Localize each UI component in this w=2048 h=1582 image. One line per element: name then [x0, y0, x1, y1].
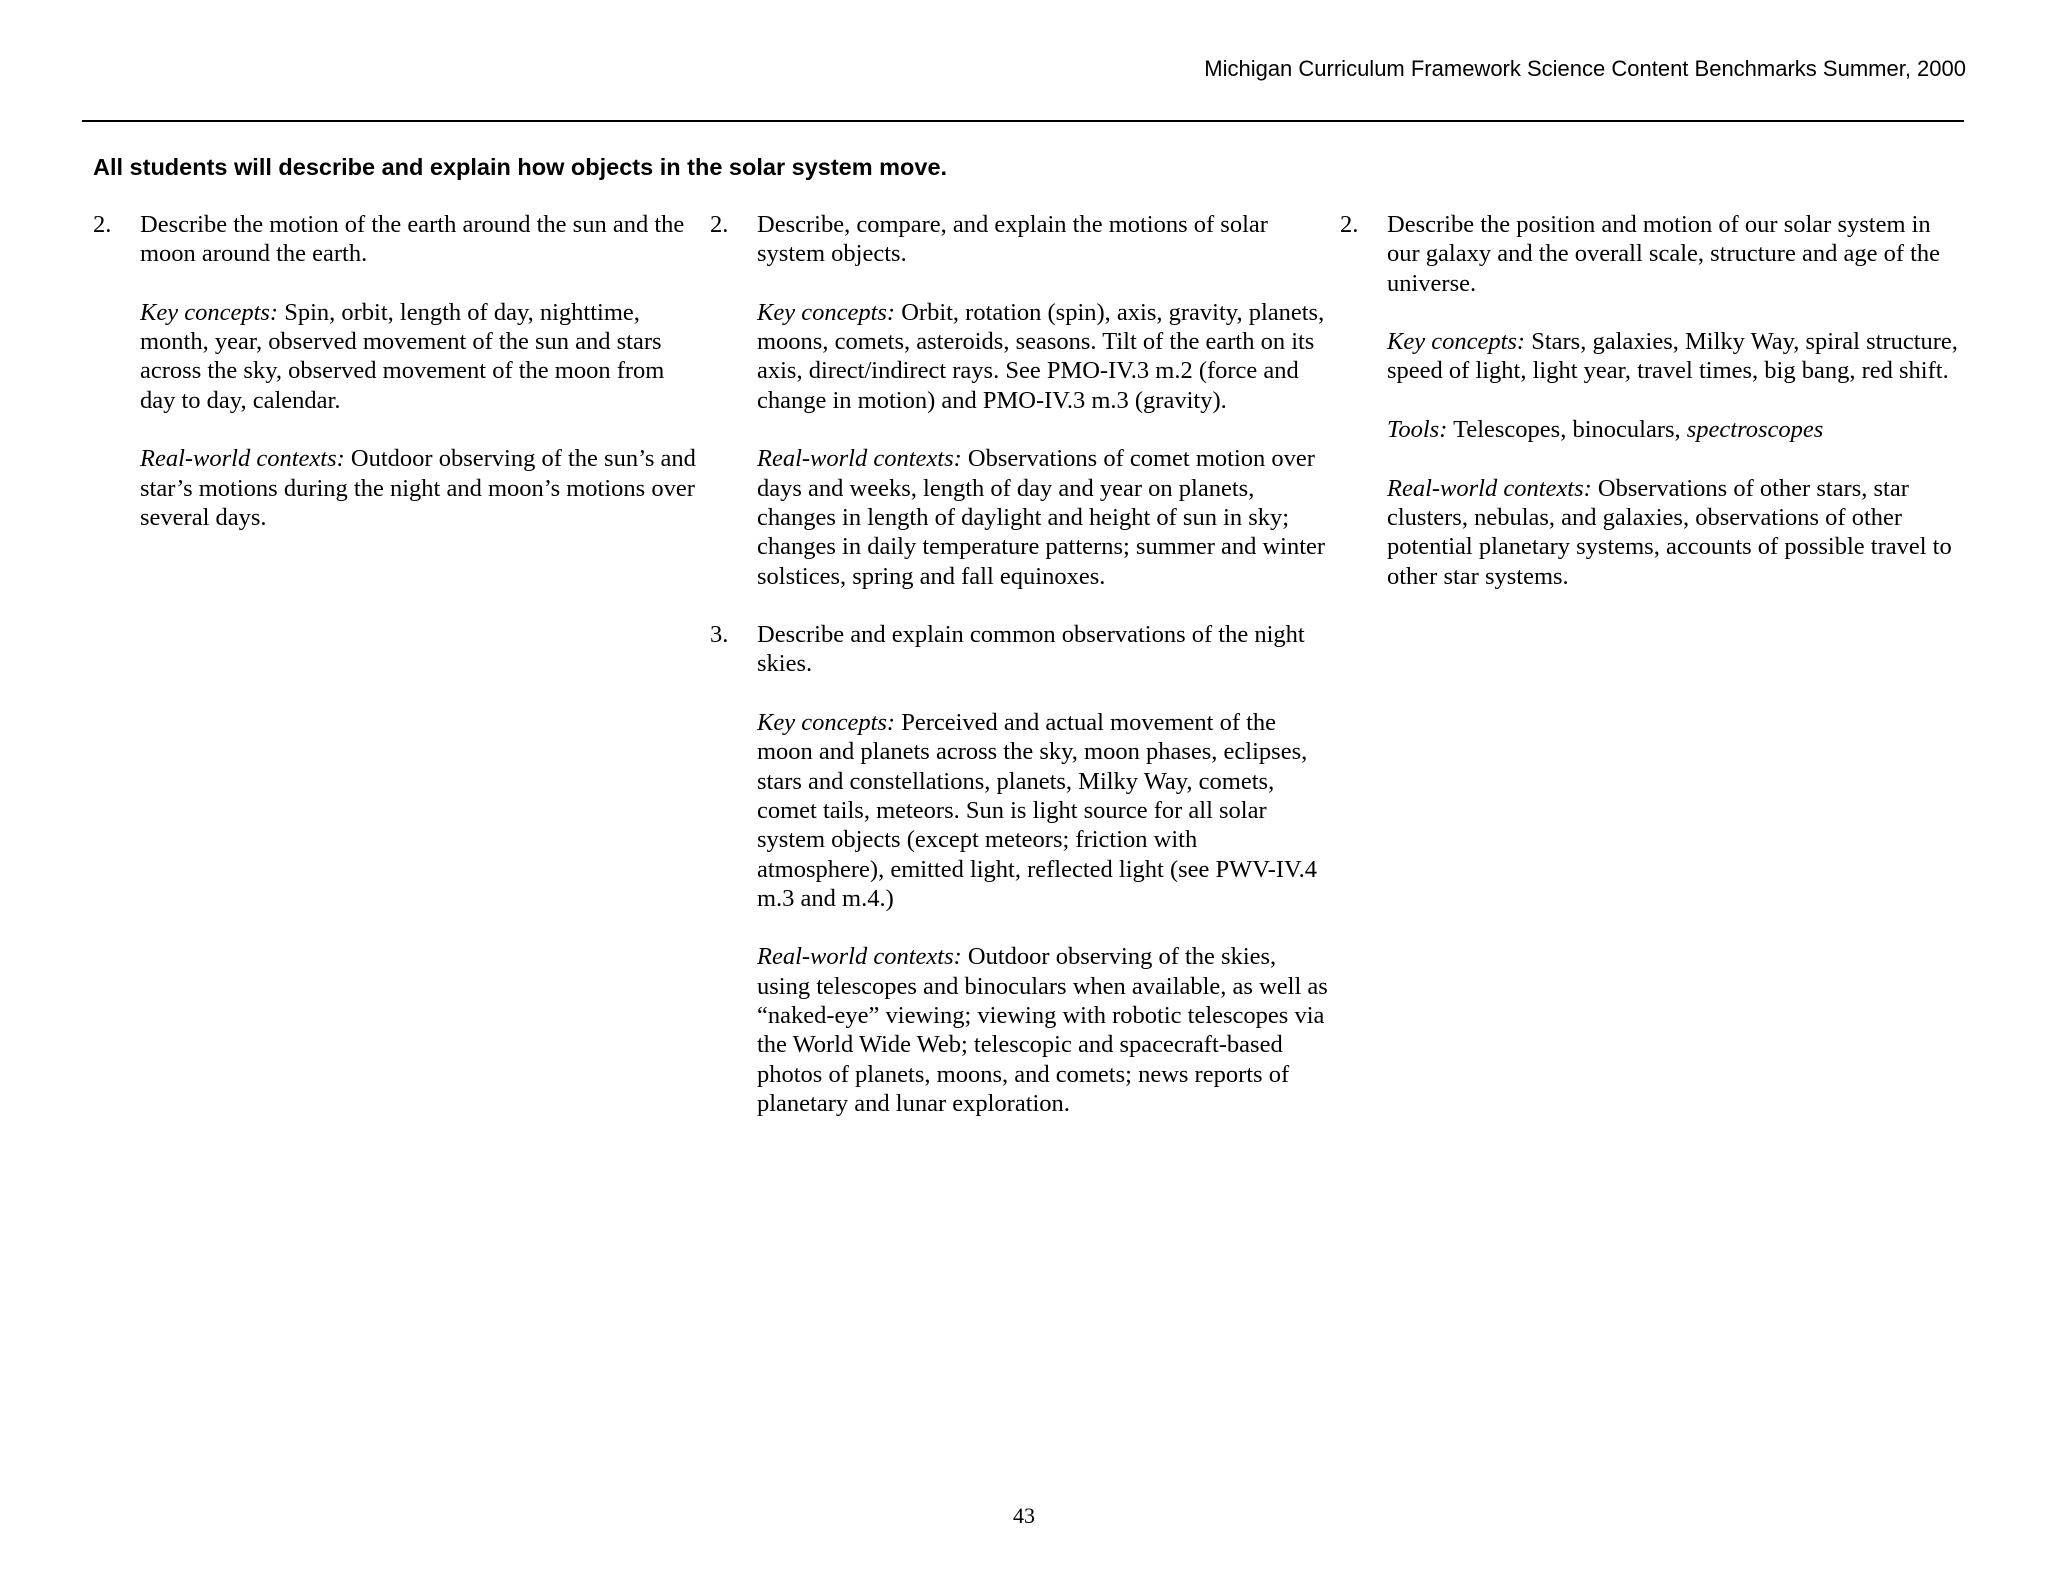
benchmark-number: 2.	[1340, 211, 1359, 238]
key-concepts-label: Key concepts:	[757, 709, 896, 737]
key-concepts	[140, 298, 703, 415]
tools-label: Tools:	[1387, 416, 1448, 444]
benchmark-number: 2.	[93, 211, 112, 238]
benchmark-number: 3.	[710, 621, 729, 649]
real-world-contexts	[757, 444, 1330, 590]
tools-text: Telescopes, binoculars,	[1447, 416, 1687, 444]
contexts-text: Outdoor observing of the skies, using telescopes and binoculars when available, as well as “naked-eye” viewing; viewing with robotic telescopes via the World Wide Web; telescopic and spacecraft-based photos of planets, moons, and comets; news reports of planetary and lunar exploration.	[757, 943, 1328, 1117]
benchmark-statement: Describe the position and motion of our solar system in our galaxy and the overall scale, structure and age of the universe.	[1387, 211, 1941, 297]
benchmark	[1340, 210, 1960, 591]
contexts-text: Observations of other stars, star clusters, nebulas, and galaxies, observations of other potential planetary systems, accounts of possible travel to other star systems.	[1387, 474, 1952, 590]
benchmark-statement: Describe, compare, and explain the motions of solar system objects.	[757, 211, 1268, 268]
key-concepts-label: Key concepts:	[1387, 328, 1526, 356]
key-concepts	[1387, 327, 1960, 386]
key-concepts	[757, 298, 1330, 415]
contexts-label: Real-world contexts:	[757, 445, 962, 473]
tools	[1387, 415, 1960, 444]
key-concepts-text: Orbit, rotation (spin), axis, gravity, planets, moons, comets, asteroids, seasons. Tilt of the earth on its axis, direct/indirect rays. See PMO-IV.3 m.2 (force and change in motion) and PMO-IV.3 m.3 (gravity).	[757, 298, 1325, 414]
contexts-text: Outdoor observing of the sun’s and star’s motions during the night and moon’s motions over several days.	[140, 445, 696, 531]
contexts-text: Observations of comet motion over days and weeks, length of day and year on planets, changes in length of daylight and height of sun in sky; changes in daily temperature patterns; summer and winter solstices, spring and fall equinoxes.	[757, 445, 1326, 590]
column-early-elementary	[93, 210, 703, 532]
benchmark-number: 2.	[710, 211, 729, 238]
key-concepts-text: Perceived and actual movement of the moon and planets across the sky, moon phases, eclipses, stars and constellations, planets, Milky Way, comets, comet tails, meteors. Sun is light source for all solar system objects (except meteors; friction with atmosphere), emitted light, reflected light (see PWV-IV.4 m.3 and m.4.)	[757, 709, 1317, 912]
key-concepts	[757, 708, 1330, 913]
column-high-school	[1340, 210, 1960, 591]
contexts-label: Real-world contexts:	[1387, 474, 1592, 502]
contexts-label: Real-world contexts:	[140, 445, 345, 473]
header-divider	[82, 120, 1964, 122]
standard-statement: All students will describe and explain how objects in the solar system move.	[93, 154, 948, 180]
real-world-contexts	[1387, 474, 1960, 591]
real-world-contexts	[757, 942, 1330, 1118]
benchmark-statement: Describe the motion of the earth around the sun and the moon around the earth.	[140, 211, 685, 268]
tools-text-italic: spectroscopes	[1686, 416, 1824, 444]
column-middle-school	[710, 210, 1330, 1118]
key-concepts-text: Spin, orbit, length of day, nighttime, month, year, observed movement of the sun and stars across the sky, observed movement of the moon from day to day, calendar.	[140, 298, 665, 414]
key-concepts-text: Stars, galaxies, Milky Way, spiral structure, speed of light, light year, travel times, big bang, red shift.	[1387, 328, 1958, 385]
benchmark	[93, 210, 703, 532]
benchmark-statement: Describe and explain common observations of the night skies.	[757, 621, 1305, 678]
contexts-label: Real-world contexts:	[757, 943, 962, 971]
running-header: Michigan Curriculum Framework Science Content Benchmarks Summer, 2000	[1204, 56, 1966, 81]
benchmark	[710, 210, 1330, 591]
real-world-contexts	[140, 444, 703, 532]
key-concepts-label: Key concepts:	[757, 298, 896, 326]
benchmark	[710, 620, 1330, 1118]
key-concepts-label: Key concepts:	[140, 298, 279, 326]
page-number: 43	[1013, 1503, 1035, 1528]
